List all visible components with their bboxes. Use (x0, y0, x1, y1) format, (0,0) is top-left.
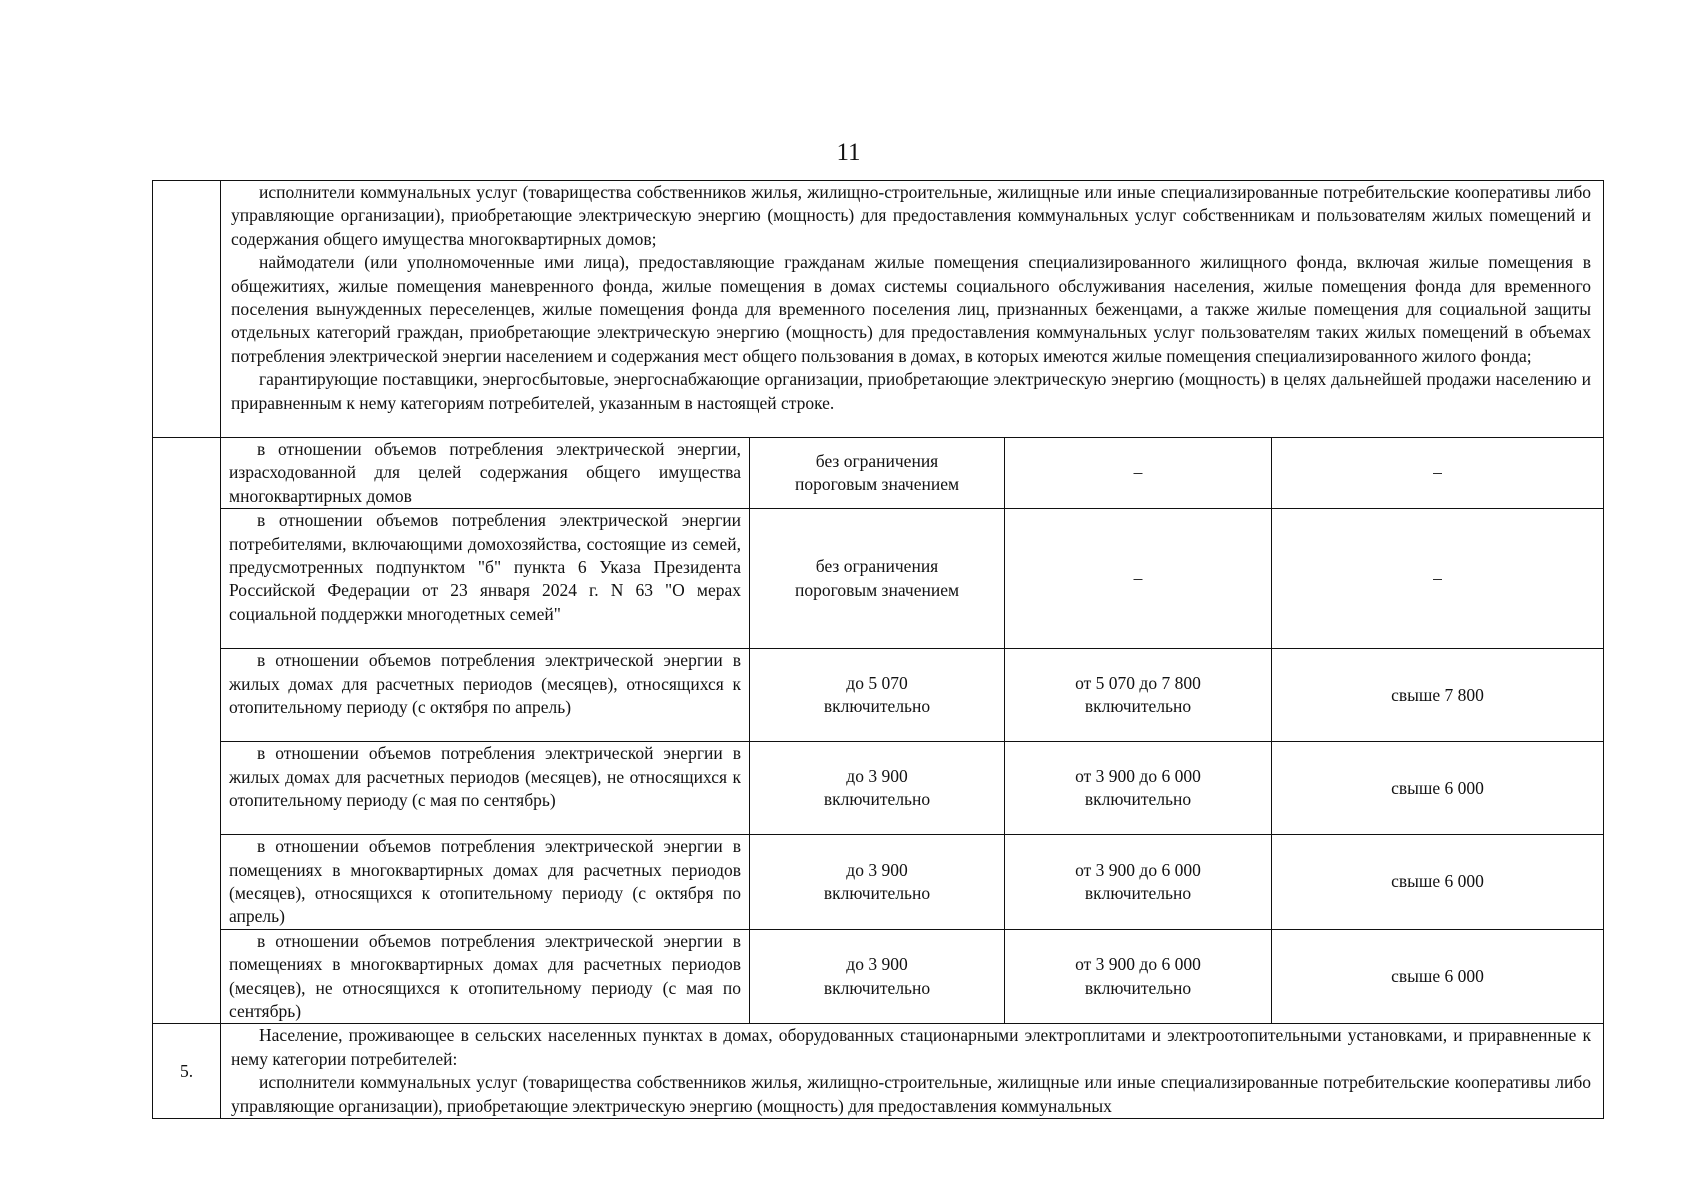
threshold-mid: от 5 070 до 7 800 включительно (1005, 649, 1272, 742)
intro-text-cell (221, 181, 1604, 438)
section-5-text-cell (221, 1024, 1604, 1119)
intro-paragraph: наймодатели (или уполномоченные ими лица), предоставляющие гражданам жилые помещения специализированного жилищного фонда, включая жилые помещения в общежитиях, жилые помещения маневренного фонда, жилые помещения в домах системы социального обслуживания населения, жилые помещения фонда для временного поселения вынужденных переселенцев, жилые помещения фонда для временного поселения лиц, признанных беженцами, а также жилые помещения для социальной защиты отдельных категорий граждан, приобретающие электрическую энергию (мощность) для предоставления коммунальных услуг пользователям таких жилых помещений в объемах потребления электрической энергии населением и содержания мест общего пользования в домах, в которых имеются жилые помещения специализированного жилого фонда; (231, 252, 1592, 366)
row-description: в отношении объемов потребления электрической энергии в помещениях в многоквартирных домах для расчетных периодов (месяцев), относящихся к отопительному периоду (с октября по апрель) (221, 835, 750, 930)
row-number-empty (153, 438, 221, 1024)
threshold-high: свыше 7 800 (1272, 649, 1604, 742)
threshold-high: свыше 6 000 (1272, 835, 1604, 930)
row-description: в отношении объемов потребления электрической энергии в помещениях в многоквартирных домах для расчетных периодов (месяцев), не относящихся к отопительному периоду (с мая по сентябрь) (221, 929, 750, 1024)
intro-row (153, 181, 1604, 438)
row-number: 5. (153, 1024, 221, 1119)
threshold-mid: – (1005, 509, 1272, 649)
row-description: в отношении объемов потребления электрической энергии, израсходованной для целей содержания общего имущества многоквартирных домов (221, 438, 750, 509)
intro-paragraph: гарантирующие поставщики, энергосбытовые, энергоснабжающие организации, приобретающие электрическую энергию (мощность) в целях дальнейшей продажи населению и приравненным к нему категориям потребителей, указанным в настоящей строке. (231, 369, 1592, 413)
tariff-threshold-table (152, 180, 1604, 1119)
table-row (153, 929, 1604, 1024)
section-5-paragraph: Население, проживающее в сельских населенных пунктах в домах, оборудованных стационарными электроплитами и электроотопительными установками, и приравненные к нему категории потребителей: (231, 1025, 1592, 1069)
table-row (153, 742, 1604, 835)
table-row (153, 649, 1604, 742)
threshold-low: до 3 900 включительно (750, 835, 1005, 930)
threshold-low: без ограничения пороговым значением (750, 509, 1005, 649)
threshold-mid: от 3 900 до 6 000 включительно (1005, 742, 1272, 835)
table-row (153, 509, 1604, 649)
threshold-low: до 5 070 включительно (750, 649, 1005, 742)
threshold-low: без ограничения пороговым значением (750, 438, 1005, 509)
table-row (153, 835, 1604, 930)
row-description: в отношении объемов потребления электрической энергии потребителями, включающими домохозяйства, состоящие из семей, предусмотренных подпунктом "б" пункта 6 Указа Президента Российской Федерации от 23 января 2024 г. N 63 "О мерах социальной поддержки многодетных семей" (221, 509, 750, 649)
page-number: 11 (836, 139, 861, 166)
intro-paragraph: исполнители коммунальных услуг (товарищества собственников жилья, жилищно-строительные, жилищные или иные специализированные потребительские кооперативы либо управляющие организации), приобретающие электрическую энергию (мощность) для предоставления коммунальных услуг собственникам и пользователям жилых помещений и содержания общего имущества многоквартирных домов; (231, 182, 1592, 249)
table-row (153, 438, 1604, 509)
threshold-high: свыше 6 000 (1272, 929, 1604, 1024)
threshold-high: свыше 6 000 (1272, 742, 1604, 835)
threshold-mid: от 3 900 до 6 000 включительно (1005, 835, 1272, 930)
threshold-high: – (1272, 438, 1604, 509)
row-number-empty (153, 181, 221, 438)
threshold-mid: от 3 900 до 6 000 включительно (1005, 929, 1272, 1024)
row-description: в отношении объемов потребления электрической энергии в жилых домах для расчетных периодов (месяцев), не относящихся к отопительному периоду (с мая по сентябрь) (221, 742, 750, 835)
row-description: в отношении объемов потребления электрической энергии в жилых домах для расчетных периодов (месяцев), относящихся к отопительному периоду (с октября по апрель) (221, 649, 750, 742)
threshold-mid: – (1005, 438, 1272, 509)
section-5-paragraph: исполнители коммунальных услуг (товарищества собственников жилья, жилищно-строительные, жилищные или иные специализированные потребительские кооперативы либо управляющие организации), приобретающие электрическую энергию (мощность) для предоставления коммунальных (231, 1072, 1592, 1116)
threshold-high: – (1272, 509, 1604, 649)
threshold-low: до 3 900 включительно (750, 742, 1005, 835)
threshold-low: до 3 900 включительно (750, 929, 1005, 1024)
section-5-row (153, 1024, 1604, 1119)
